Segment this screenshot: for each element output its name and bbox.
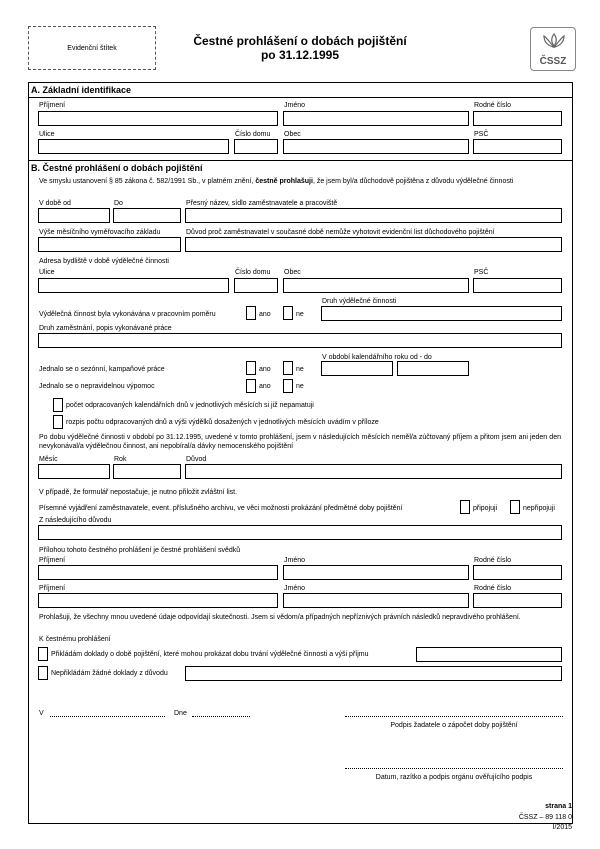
- b-month-label: Měsíc: [39, 456, 58, 463]
- a-name-field[interactable]: [283, 111, 469, 126]
- b-declaration-text: Prohlašuji, že všechny mnou uvedené údaje odpovídají skutečnosti. Jsem si vědom/a případných nepříznivých právních následků nepravdivého prohlášení.: [39, 614, 521, 621]
- b-period-to-label: Do: [114, 200, 123, 207]
- sig-place-label: V: [39, 710, 44, 717]
- b-opt-days-checkbox[interactable]: [53, 398, 63, 412]
- b-witness1-birth-number-label: Rodné číslo: [474, 557, 511, 564]
- b-for-reason-field[interactable]: [38, 525, 562, 540]
- applicant-signature-line[interactable]: [345, 716, 563, 717]
- b-calendar-from-field[interactable]: [321, 361, 393, 376]
- section-b-divider-top: [28, 160, 573, 161]
- b-irregular-yes-checkbox[interactable]: [246, 379, 256, 393]
- b-not-enclose-docs-checkbox[interactable]: [38, 666, 48, 680]
- b-intro-text: Ve smyslu ustanovení § 85 zákona č. 582/1991 Sb., v platném znění, čestně prohlašuji, že jsem byl/a důchodově pojištěna z důvodu výdělečné činnosti: [39, 178, 514, 185]
- a-birth-number-field[interactable]: [473, 111, 562, 126]
- b-opt-listing-label: rozpis počtu odpracovaných dnů a výši výdělků dosažených v jednotlivých měsících uvádím v příloze: [66, 419, 379, 426]
- applicant-signature-caption: Podpis žadatele o zápočet doby pojištění: [390, 722, 518, 729]
- b-activity-type-label: Druh výdělečné činnosti: [322, 298, 397, 305]
- b-to-declaration-label: K čestnému prohlášení: [39, 636, 111, 643]
- b-witness2-birth-number-label: Rodné číslo: [474, 585, 511, 592]
- b-archive-statement: Písemné vyjádření zaměstnavatele, event. příslušného archivu, ve věci možnosti prokázání předmětné doby pojištění: [39, 505, 403, 512]
- b-witness1-surname-field[interactable]: [38, 565, 278, 580]
- a-postal-code-label: PSČ: [474, 131, 489, 138]
- footer-form-code: ČSSZ – 89 118 0: [518, 814, 572, 821]
- b-witness2-birth-number-field[interactable]: [473, 593, 562, 608]
- footer-page: strana 1: [545, 803, 572, 810]
- b-salary-label: Výše měsíčního vyměřovacího základu: [39, 229, 161, 236]
- b-witness2-name-label: Jméno: [284, 585, 306, 592]
- a-house-number-field[interactable]: [234, 139, 278, 154]
- registration-label-text: Evidenční štítek: [67, 44, 117, 52]
- b-attach-checkbox[interactable]: [460, 500, 470, 514]
- registration-label-box: [28, 26, 156, 70]
- b-activity-type-field[interactable]: [321, 306, 562, 321]
- b-street-field[interactable]: [38, 278, 229, 293]
- a-house-number-label: Číslo domu: [235, 131, 271, 138]
- b-enclose-docs-label: Přikládám doklady o době pojištění, které mohou prokázat dobu trvání výdělečné činnosti a výši příjmu: [51, 651, 369, 658]
- b-enclose-docs-checkbox[interactable]: [38, 647, 48, 661]
- b-address-label: Adresa bydliště v době výdělečné činnosti: [39, 258, 169, 265]
- b-seasonal-no-label: ne: [296, 366, 304, 373]
- b-year-field[interactable]: [113, 464, 181, 479]
- b-not-attach-label: nepřipojuji: [523, 505, 555, 512]
- section-b-title: B. Čestné prohlášení o dobách pojištění: [31, 163, 203, 173]
- b-job-type-field[interactable]: [38, 333, 562, 348]
- sig-date-line[interactable]: [192, 716, 250, 717]
- b-witness2-surname-label: Příjmení: [39, 585, 66, 592]
- b-opt-listing-checkbox[interactable]: [53, 415, 63, 429]
- b-salary-field[interactable]: [38, 237, 181, 252]
- a-surname-field[interactable]: [38, 111, 278, 126]
- a-surname-label: Příjmení: [39, 102, 66, 109]
- form-title-line2: po 31.12.1995: [260, 48, 340, 62]
- b-witness2-name-field[interactable]: [283, 593, 469, 608]
- b-month-field[interactable]: [38, 464, 110, 479]
- authority-signature-line[interactable]: [345, 768, 563, 769]
- b-house-number-label: Číslo domu: [235, 269, 271, 276]
- b-reason-field[interactable]: [185, 464, 562, 479]
- b-period-from-field[interactable]: [38, 208, 110, 223]
- b-period-from-label: V době od: [39, 200, 71, 207]
- b-seasonal-no-checkbox[interactable]: [283, 361, 293, 375]
- b-witness-attach-text: Přílohou tohoto čestného prohlášení je čestné prohlášení svědků: [39, 547, 241, 554]
- b-seasonal-yes-checkbox[interactable]: [246, 361, 256, 375]
- b-not-enclose-docs-label: Nepřikládám žádné doklady z důvodu: [51, 670, 168, 677]
- a-postal-code-field[interactable]: [473, 139, 562, 154]
- b-calendar-period-label: V období kalendářního roku od - do: [322, 354, 432, 361]
- b-irregular-question: Jednalo se o nepravidelnou výpomoc: [39, 383, 155, 390]
- b-not-enclose-docs-field[interactable]: [185, 666, 562, 681]
- section-a-divider: [28, 97, 573, 98]
- b-irregular-no-label: ne: [296, 383, 304, 390]
- a-name-label: Jméno: [284, 102, 306, 109]
- b-municipality-field[interactable]: [283, 278, 469, 293]
- b-municipality-label: Obec: [284, 269, 301, 276]
- a-street-label: Ulice: [39, 131, 55, 138]
- b-irregular-yes-label: ano: [259, 383, 271, 390]
- b-separate-sheet-note: V případě, že formulář nepostačuje, je nutno přiložit zvláštní list.: [39, 489, 238, 496]
- b-witness1-birth-number-field[interactable]: [473, 565, 562, 580]
- tulip-icon: [540, 32, 568, 50]
- section-a-title: A. Základní identifikace: [31, 85, 132, 95]
- b-house-number-field[interactable]: [234, 278, 278, 293]
- b-job-type-label: Druh zaměstnání, popis vykonávané práce: [39, 325, 172, 332]
- form-title-line1: Čestné prohlášení o dobách pojištění: [193, 34, 407, 48]
- b-street-label: Ulice: [39, 269, 55, 276]
- b-for-reason-label: Z následujícího důvodu: [39, 517, 112, 524]
- b-attach-label: připojuji: [473, 505, 498, 512]
- b-not-attach-checkbox[interactable]: [510, 500, 520, 514]
- a-street-field[interactable]: [38, 139, 229, 154]
- a-municipality-label: Obec: [284, 131, 301, 138]
- b-enclose-docs-field[interactable]: [416, 647, 562, 662]
- b-employment-yes-label: ano: [259, 311, 271, 318]
- b-reason-no-record-field[interactable]: [185, 237, 562, 252]
- b-witness1-name-field[interactable]: [283, 565, 469, 580]
- b-employment-no-label: ne: [296, 311, 304, 318]
- b-reason-no-record-label: Důvod proč zaměstnavatel v současné době nemůže vyhotovit evidenční list důchodového pojištění: [186, 229, 495, 236]
- sig-place-line[interactable]: [50, 716, 165, 717]
- b-opt-days-label: počet odpracovaných kalendářních dnů v jednotlivých měsících si již nepamatuji: [66, 402, 314, 409]
- b-witness1-name-label: Jméno: [284, 557, 306, 564]
- b-witness2-surname-field[interactable]: [38, 593, 278, 608]
- b-employment-yes-checkbox[interactable]: [246, 306, 256, 320]
- footer-version: I/2015: [552, 824, 572, 831]
- b-seasonal-yes-label: ano: [259, 366, 271, 373]
- b-calendar-to-field[interactable]: [397, 361, 469, 376]
- b-irregular-no-checkbox[interactable]: [283, 379, 293, 393]
- b-employer-field[interactable]: [185, 208, 562, 223]
- b-seasonal-question: Jednalo se o sezónní, kampaňové práce: [39, 366, 165, 373]
- b-employment-question: Výdělečná činnost byla vykonávána v pracovním poměru: [39, 311, 216, 318]
- form-title: [160, 34, 440, 62]
- a-birth-number-label: Rodné číslo: [474, 102, 511, 109]
- b-reason-label: Důvod: [186, 456, 207, 463]
- b-employer-label: Přesný název, sídlo zaměstnavatele a pracoviště: [186, 200, 338, 207]
- b-postal-code-label: PSČ: [474, 269, 489, 276]
- a-municipality-field[interactable]: [283, 139, 469, 154]
- form-frame: [28, 82, 573, 824]
- b-months-text: Po dobu výdělečné činnosti v období po 31.12.1995, uvedené v tomto prohlášení, jsem v následujících měsících neměl/a zúčtovaný příjem a přitom jsem ani jeden den nevykonával/a výdělečnou činnost, ani nepobíral/a dávky nemocenského pojištění: [39, 434, 561, 450]
- b-witness1-surname-label: Příjmení: [39, 557, 66, 564]
- b-period-to-field[interactable]: [113, 208, 181, 223]
- authority-signature-caption: Datum, razítko a podpis orgánu ověřujícího podpis: [375, 774, 533, 781]
- logo-text: ČSSZ: [539, 56, 567, 67]
- b-postal-code-field[interactable]: [473, 278, 562, 293]
- sig-date-label: Dne: [174, 710, 187, 717]
- cssz-logo: [530, 27, 576, 71]
- b-year-label: Rok: [114, 456, 127, 463]
- b-employment-no-checkbox[interactable]: [283, 306, 293, 320]
